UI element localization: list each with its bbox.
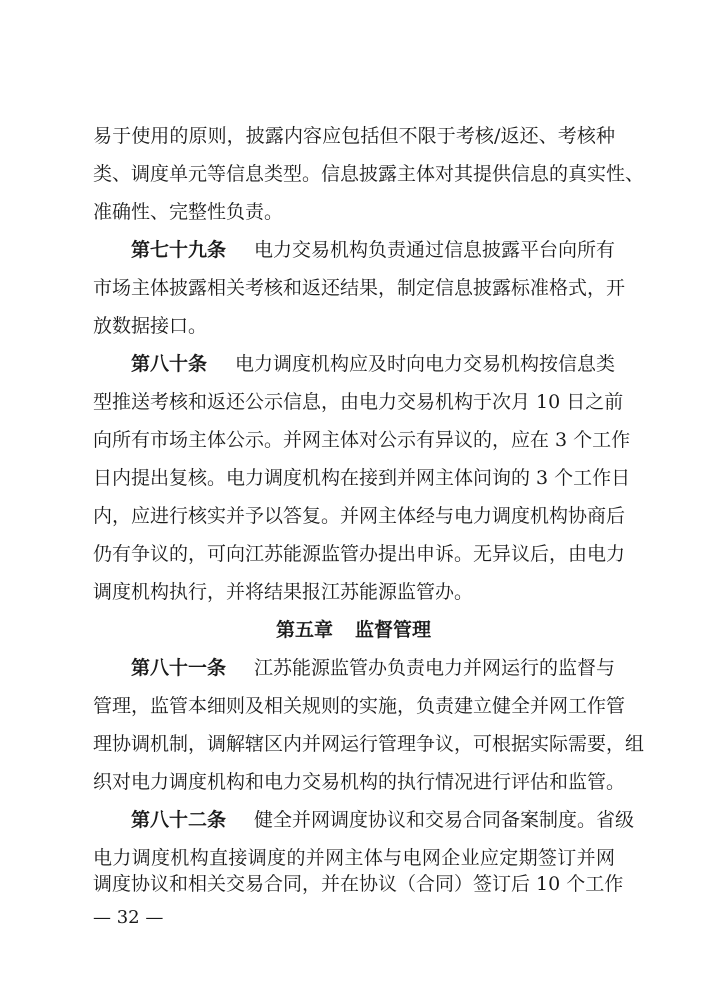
paragraph-line: 型推送考核和返还公示信息，由电力交易机构于次月 10 日之前 bbox=[93, 391, 624, 413]
article-79-first-line bbox=[131, 238, 615, 262]
paragraph-line: 织对电力调度机构和电力交易机构的执行情况进行评估和监管。 bbox=[93, 771, 626, 793]
chapter-title: 监督管理 bbox=[355, 619, 432, 641]
article-79-number: 第七十九条 bbox=[131, 239, 227, 261]
paragraph-line: 市场主体披露相关考核和返还结果，制定信息披露标准格式，开 bbox=[93, 277, 626, 299]
paragraph-line: 调度机构执行，并将结果报江苏能源监管办。 bbox=[93, 581, 474, 603]
paragraph-line: 日内提出复核。电力调度机构在接到并网主体问询的 3 个工作日 bbox=[93, 467, 631, 489]
article-82-first-line bbox=[131, 808, 635, 832]
article-82-text: 健全并网调度协议和交易合同备案制度。省级 bbox=[254, 809, 635, 831]
paragraph-line: 放数据接口。 bbox=[93, 315, 208, 337]
paragraph-line: 易于使用的原则，披露内容应包括但不限于考核/返还、考核种 bbox=[93, 125, 615, 147]
paragraph-line: 内，应进行核实并予以答复。并网主体经与电力调度机构协商后 bbox=[93, 505, 626, 527]
paragraph-line: 类、调度单元等信息类型。信息披露主体对其提供信息的真实性、 bbox=[93, 163, 645, 185]
paragraph-line: 电力调度机构直接调度的并网主体与电网企业应定期签订并网 bbox=[93, 847, 615, 869]
article-80-first-line bbox=[131, 352, 615, 376]
paragraph-line: 调度协议和相关交易合同，并在协议（合同）签订后 10 个工作 bbox=[93, 873, 624, 895]
article-82-number: 第八十二条 bbox=[131, 809, 227, 831]
article-80-text: 电力调度机构应及时向电力交易机构按信息类 bbox=[235, 353, 616, 375]
article-81-first-line bbox=[131, 656, 615, 680]
chapter-heading bbox=[0, 618, 707, 642]
paragraph-line: 准确性、完整性负责。 bbox=[93, 201, 284, 223]
chapter-number: 第五章 bbox=[275, 619, 333, 641]
article-79-text: 电力交易机构负责通过信息披露平台向所有 bbox=[254, 239, 616, 261]
paragraph-line: 管理，监管本细则及相关规则的实施，负责建立健全并网工作管 bbox=[93, 695, 626, 717]
article-81-number: 第八十一条 bbox=[131, 657, 227, 679]
article-80-number: 第八十条 bbox=[131, 353, 208, 375]
paragraph-line: 向所有市场主体公示。并网主体对公示有异议的，应在 3 个工作 bbox=[93, 429, 631, 451]
article-81-text: 江苏能源监管办负责电力并网运行的监督与 bbox=[254, 657, 616, 679]
paragraph-line: 仍有争议的，可向江苏能源监管办提出申诉。无异议后，由电力 bbox=[93, 543, 626, 565]
page-number: — 32 — bbox=[93, 907, 164, 928]
paragraph-line: 理协调机制，调解辖区内并网运行管理争议，可根据实际需要，组 bbox=[93, 733, 645, 755]
